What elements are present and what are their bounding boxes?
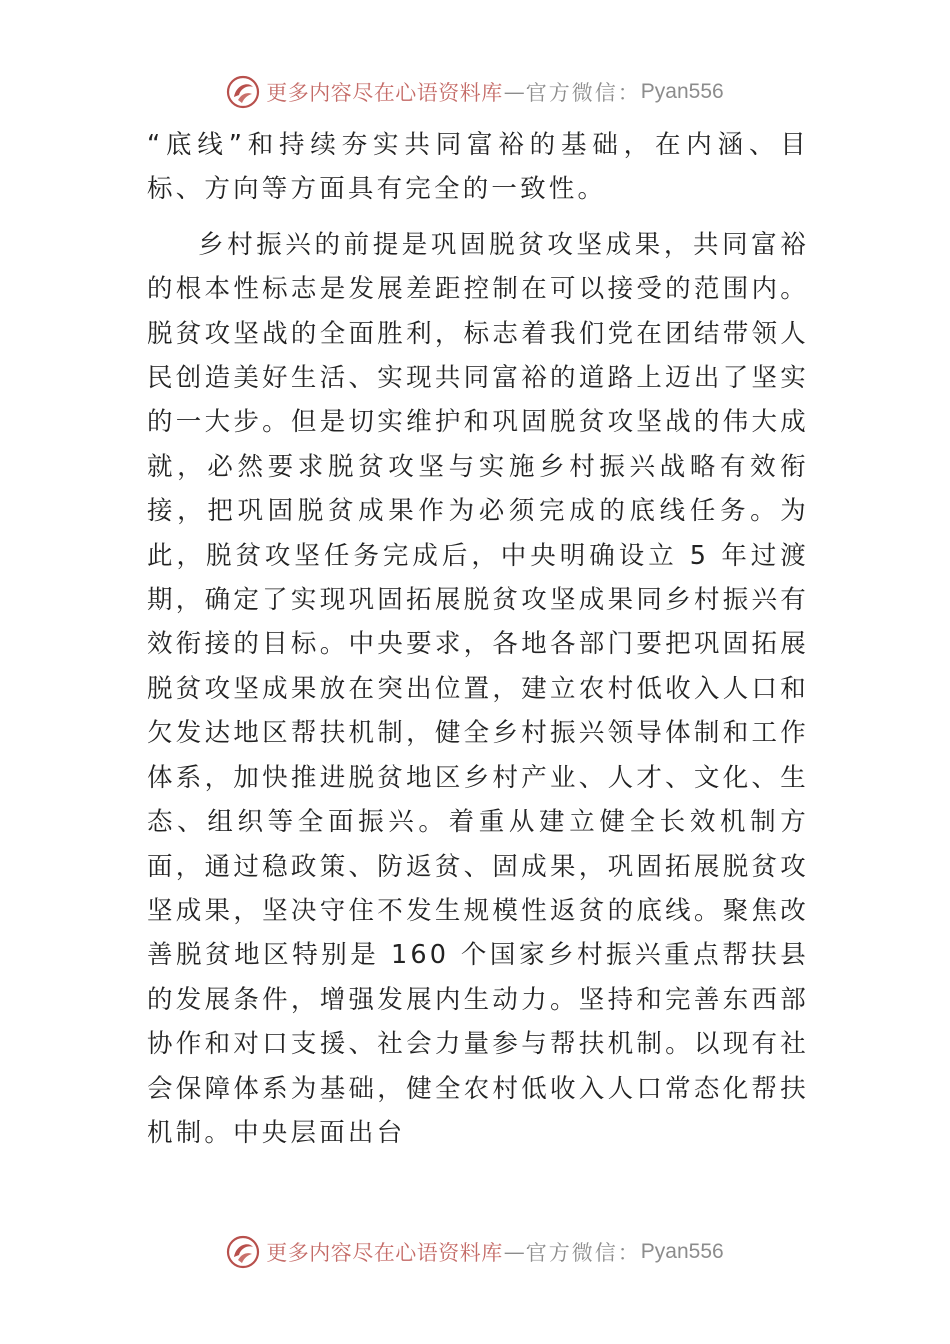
- header-site-text: 更多内容尽在心语资料库: [266, 81, 503, 105]
- header-banner: [0, 70, 950, 114]
- footer-banner: [0, 1230, 950, 1274]
- header-wechat-label: 官方微信：: [525, 81, 641, 105]
- header-separator: —: [503, 80, 525, 104]
- footer-site-text: 更多内容尽在心语资料库: [266, 1241, 503, 1265]
- header-wechat-id: Pyan556: [640, 80, 724, 103]
- document-body: [147, 123, 809, 1155]
- footer-wechat-label: 官方微信：: [525, 1241, 641, 1265]
- footer-separator: —: [503, 1240, 525, 1264]
- red-swirl-logo-icon: [226, 75, 260, 109]
- body-paragraph-continued: “底线”和持续夯实共同富裕的基础，在内涵、目标、方向等方面具有完全的一致性。: [147, 130, 809, 205]
- footer-wechat-id: Pyan556: [640, 1240, 724, 1263]
- body-paragraph: 乡村振兴的前提是巩固脱贫攻坚成果，共同富裕的根本性标志是发展差距控制在可以接受的范围内。脱贫攻坚战的全面胜利，标志着我们党在团结带领人民创造美好生活、实现共同富裕的道路上迈出了坚实的一大步。但是切实维护和巩固脱贫攻坚战的伟大成就，必然要求脱贫攻坚与实施乡村振兴战略有效衔接，把巩固脱贫成果作为必须完成的底线任务。为此，脱贫攻坚任务完成后，中央明确设立 5 年过渡期，确定了实现巩固拓展脱贫攻坚成果同乡村振兴有效衔接的目标。中央要求，各地各部门要把巩固拓展脱贫攻坚成果放在突出位置，建立农村低收入人口和欠发达地区帮扶机制，健全乡村振兴领导体制和工作体系，加快推进脱贫地区乡村产业、人才、文化、生态、组织等全面振兴。着重从建立健全长效机制方面，通过稳政策、防返贫、固成果，巩固拓展脱贫攻坚成果，坚决守住不发生规模性返贫的底线。聚焦改善脱贫地区特别是 160 个国家乡村振兴重点帮扶县的发展条件，增强发展内生动力。坚持和完善东西部协作和对口支援、社会力量参与帮扶机制。以现有社会保障体系为基础，健全农村低收入人口常态化帮扶机制。中央层面出台: [147, 229, 809, 1148]
- red-swirl-logo-icon: [226, 1235, 260, 1269]
